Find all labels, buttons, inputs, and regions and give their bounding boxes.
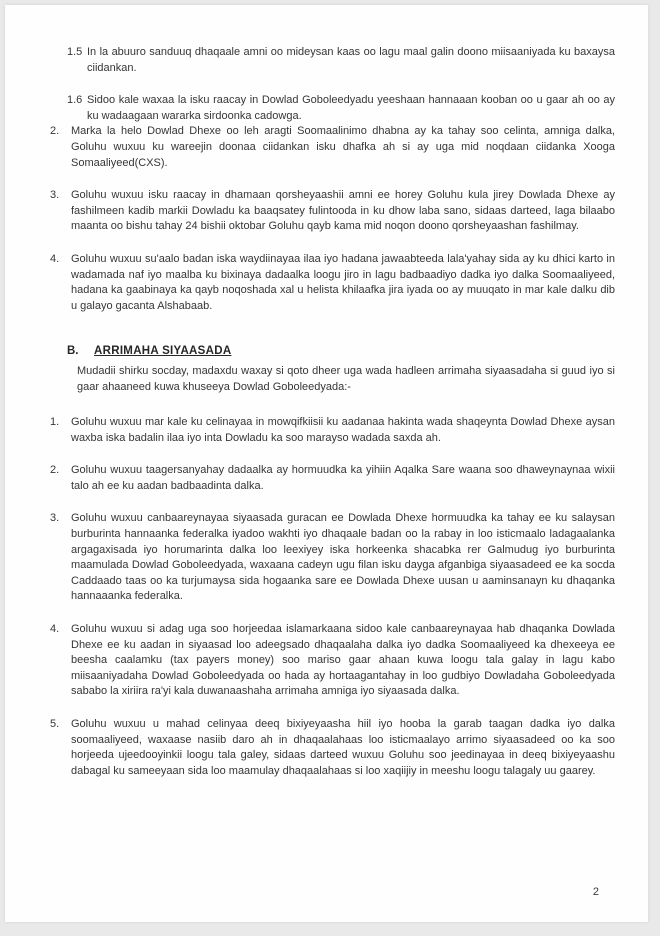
section-b-label: B. — [67, 345, 79, 358]
item-number: 4. — [50, 623, 60, 636]
item-text: Goluhu wuxuu canbaareynayaa siyaasada guracan ee Dowlada Dhexe hormuudka ka tahay ee ku salaysan burburinta hannaanka federalka iyadoo wakhti iyo dhaqaale badan oo la rabay in loo isticmaalo ladagaalanka argagaxisada iyo horumarinta dalka loo leexiyey iska horkeenka shacabka rer Galmudug iyo burburinta maamulada Dowlad Goboleedyada, waxaana cadeyn ugu filan isku dayga afganbiga siyaasadeed ee ka socda Caddaado taas oo ka turjumaysa sida hogaanka sare ee Dowlada Dhexe uusan u aaminsanayn ku dhaqanka hannaaanka federalka. — [71, 512, 615, 603]
document-page — [5, 5, 648, 922]
item-number: 4. — [50, 252, 60, 265]
item-number: 2. — [50, 464, 60, 477]
item-number: 3. — [50, 512, 60, 525]
list-item — [50, 511, 615, 605]
item-number: 1. — [50, 416, 60, 429]
item-text: Sidoo kale waxaa la isku raacay in Dowlad Goboleedyadu yeeshaan hannaaan kooban oo u gaar ah oo ay ku wadaagaan wararka sirdoonka cadowga. — [87, 94, 615, 122]
item-text: Goluhu wuxuu mar kale ku celinayaa in mowqifkiisii ku aadanaa hakinta wada shaqeynta Dowlad Dhexe aysan waxba iska badalin ilaa iyo inta Dowladu ka soo marayso wadada saxda ah. — [71, 416, 615, 444]
list-item — [50, 622, 615, 700]
section-a-list — [50, 45, 615, 314]
document-content — [50, 45, 615, 796]
list-item — [67, 45, 615, 76]
list-item — [50, 717, 615, 779]
section-b-heading — [67, 344, 615, 360]
item-number: 3. — [50, 189, 60, 202]
item-number: 1.6 — [67, 94, 83, 107]
item-text: Goluhu wuxuu u mahad celinyaa deeq bixiyeyaasha hiil iyo hooba la garab taagan dadka iyo dalka soomaaliyeed, waxaase nasiib daro ah in dhaqaalahaas loo isticmaalayo arrimo siyaasadeed oo ka soo horjeeda ujeedooyinkii loogu tala galey, sidaas darteed wuxuu Goluhu soo jeedinayaa in deeq bixiyeyaashu dabagal ku sameeyaan sida loo maamulay dhaqaalahaas si loo xaqiijiy in meeshu loogu talagaly uu gaarey. — [71, 718, 615, 777]
list-item — [67, 93, 615, 124]
item-number: 2. — [50, 125, 60, 138]
item-text: Goluhu wuxuu si adag uga soo horjeedaa islamarkaana sidoo kale canbaareynayaa hab dhaqanka Dowlada Dhexe ee ku aadan in siyaasad loo adeegsado dhaqaalaha dalka iyo dadka Soomaaliyeed ka dhexeeya ee beesha caalamku (tax payers money) soo mariso gaar ahaan kuwa loogu tala galay in lagu kabo miisaaniyadaha Dowlad Goboleedyada oo hada ay hortaagantahay in loo gudbiyo Dowladaha Goboleedyada sababo la xiriira ra'yi kala duwanaashaha arrimaha amniga iyo siyaasada dalka. — [71, 623, 615, 698]
item-text: Marka la helo Dowlad Dhexe oo leh aragti Soomaalinimo dhabna ay ka tahay soo celinta, amniga dalka, Goluhu wuxuu ku wareejin doonaa ciidankan isku dhafka ah si ay uga mid noqdaan ciidanka Xooga Somaaliyeed(CXS). — [71, 125, 615, 169]
section-b-intro: Mudadii shirku socday, madaxdu waxay si qoto dheer uga wada hadleen arrimaha siyaasadaha si guud iyo si gaar ahaaneed kuwa khuseeya Dowlad Goboleedyada:- — [77, 364, 615, 393]
item-text: Goluhu wuxuu taagersanyahay dadaalka ay hormuudka ka yihiin Aqalka Sare waana soo dhaweynaynaa wixii talo ah ee ku aadan badbaadinta dalka. — [71, 464, 615, 492]
item-text: In la abuuro sanduuq dhaqaale amni oo mideysan kaas oo lagu maal galin doono miisaaniyada ku baxaysa ciidankan. — [87, 46, 615, 74]
item-text: Goluhu wuxuu isku raacay in dhamaan qorsheyaashii amni ee horey Goluhu kula jirey Dowlada Dhexe ay fashilmeen kadib markii Dowladu ka baaqsatey fulintooda in ku dhow laba sano, sidaas darteed, laga bilaabo maanta oo bishu tahay 24 bishii oktobar Goluhu qayb kama mid noqon doono qorsheyaashan fashilmay. — [71, 189, 615, 233]
section-b-list — [50, 415, 615, 779]
item-number: 1.5 — [67, 46, 83, 58]
list-item — [50, 463, 615, 494]
item-text: Goluhu wuxuu su'aalo badan iska waydiinayaa ilaa iyo hadana jawaabteeda lala'yahay sida ay ku dhici karto in wadamada naf iyo maalba ku bixinaya dadaalka loogu jiro in lagu badbaadiyo dadka iyo dalka Soomaaliyeed, hadana ka gaabinaya ka qayb noqoshada xal u helista khilaafka jira iyada oo ay muuqato in mar kale dalku dib u galayo gacanta Alshabaab. — [71, 252, 615, 312]
list-item — [50, 252, 615, 314]
list-item — [50, 124, 615, 171]
page-number: 2 — [592, 886, 599, 898]
list-item — [50, 188, 615, 235]
list-item — [50, 415, 615, 446]
item-number: 5. — [50, 718, 60, 730]
section-b-title: ARRIMAHA SIYAASADA — [94, 345, 232, 358]
